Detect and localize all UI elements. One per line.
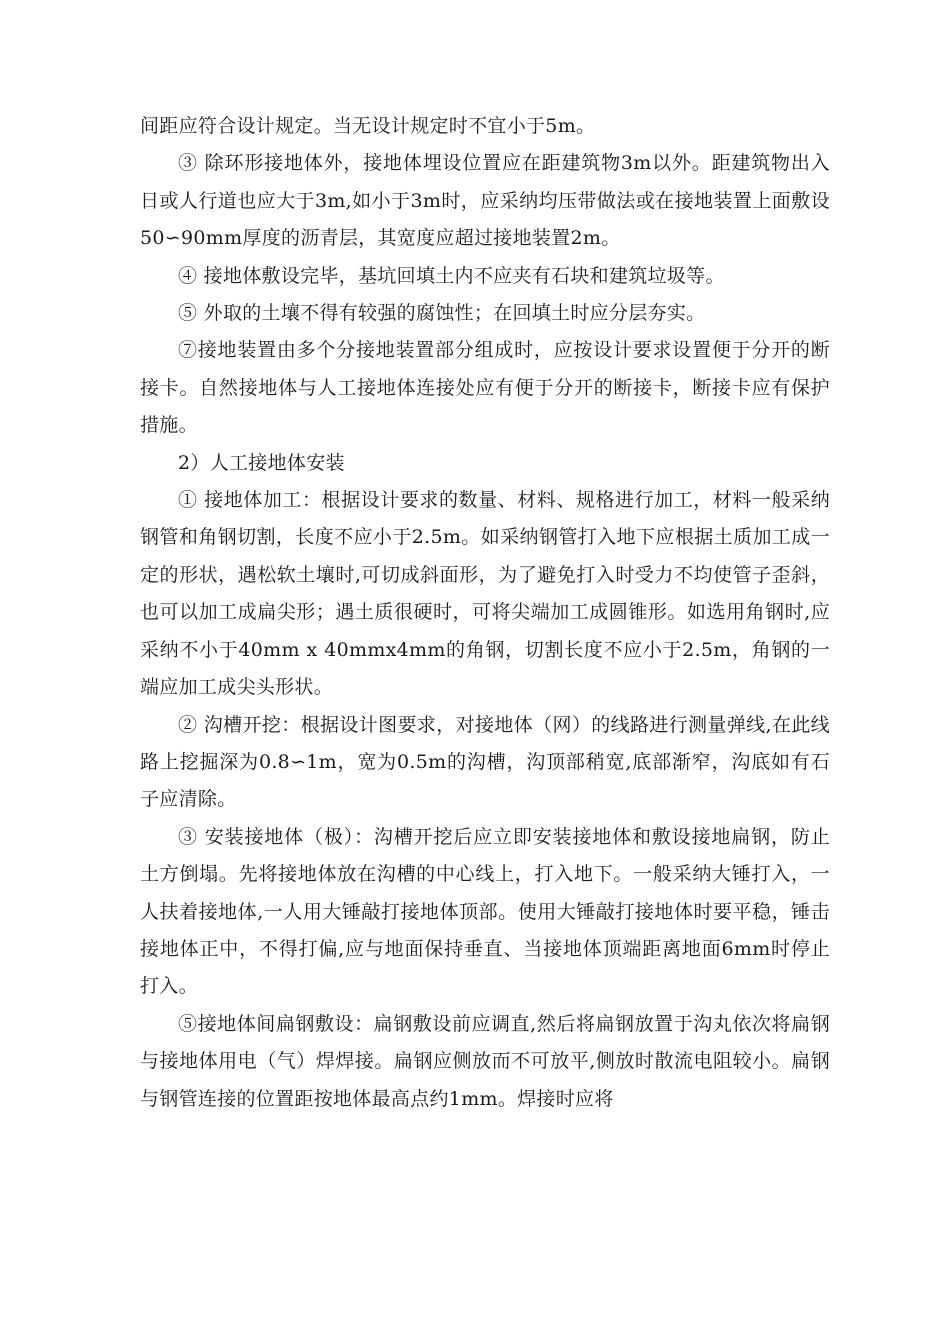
paragraph-item-5-soil: ⑤ 外取的土壤不得有较强的腐蚀性；在回填土时应分层夯实。 xyxy=(178,302,706,325)
paragraph-item-7-disconnect: ⑦接地装置由多个分接地装置部分组成时，应按设计要求设置便于分开的断接卡。自然接地体与人工接地体连接处应有便于分开的断接卡，断接卡应有保护措施。 xyxy=(140,339,830,437)
paragraph-item-2-trench: ② 沟槽开挖：根据设计图要求，对接地体（网）的线路进行测量弹线,在此线路上挖掘深为0.8∽1m，宽为0.5m的沟槽，沟顶部稍宽,底部渐窄，沟底如有石子应清除。 xyxy=(140,713,830,811)
paragraph-item-5-flat-steel: ⑤接地体间扁钢敷设：扁钢敷设前应调直,然后将扁钢放置于沟丸依次将扁钢与接地体用电（气）焊焊接。扁钢应侧放而不可放平,侧放时散流电阻较小。扁钢与钢管连接的位置距按地体最高点约1mm。焊接时应将 xyxy=(140,1012,830,1110)
paragraph-item-4-backfill: ④ 接地体敷设完毕，基坑回填土内不应夹有石块和建筑垃圾等。 xyxy=(178,264,725,287)
body-text xyxy=(140,108,830,1118)
paragraph-item-1-processing: ① 接地体加工：根据设计要求的数量、材料、规格进行加工，材料一般采纳钢管和角钢切割，长度不应小于2.5m。如采纳钢管打入地下应根据土质加工成一定的形状，遇松软土壤时,可切成斜面形，为了避免打入时受力不均使管子歪斜，也可以加工成扁尖形；遇土质很硬时，可将尖端加工成圆锥形。如选用角钢时,应采纳不小于40mm x 40mmx4mm的角钢，切割长度不应小于2.5m，角钢的一端应加工成尖头形状。 xyxy=(140,489,830,699)
paragraph-item-3-location: ③ 除环形接地体外，接地体埋设位置应在距建筑物3m以外。距建筑物出入日或人行道也应大于3m,如小于3m时，应采纳均压带做法或在接地装置上面敷设50∽90mm厚度的沥青层，其宽度应超过接地装置2m。 xyxy=(140,152,830,250)
section-heading: 2）人工接地体安装 xyxy=(178,451,345,474)
paragraph-continuation: 间距应符合设计规定。当无设计规定时不宜小于5m。 xyxy=(140,115,596,137)
paragraph-item-3-install: ③ 安装接地体（极）：沟槽开挖后应立即安装接地体和敷设接地扁钢，防止土方倒塌。先将接地体放在沟槽的中心线上，打入地下。一般采纳大锤打入，一人扶着接地体,一人用大锤敲打接地体顶部。使用大锤敲打接地体时要平稳，锤击接地体正中，不得打偏,应与地面保持垂直、当接地体顶端距离地面6mm时停止打入。 xyxy=(140,825,830,998)
